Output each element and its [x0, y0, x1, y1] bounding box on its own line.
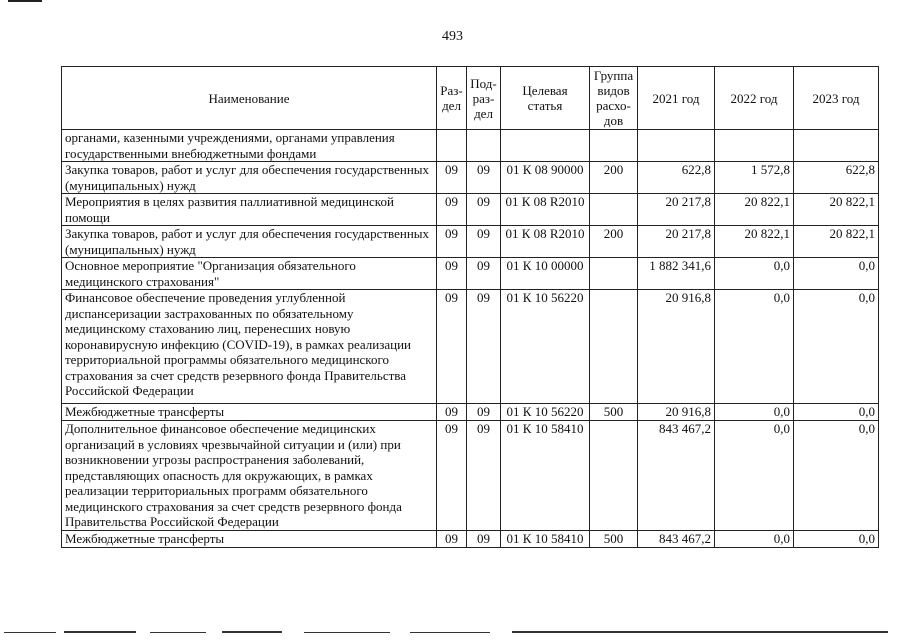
cell-2023: 0,0: [794, 530, 879, 547]
table-row: [62, 130, 879, 162]
cell-name: Дополнительное финансовое обеспечение медицинских организаций в условиях чрезвычайной ситуации и (или) при возникновении угрозы распространения заболеваний, представляющих опасность для окружающих, в рамках реализации территориальных программ обязательного медицинского страхования за счет средств резервного фонда Правительства Российской Федерации: [62, 421, 437, 531]
cell-2021: 843 467,2: [638, 421, 715, 531]
cell-tselevaya-statya: 01 К 10 58410: [501, 421, 590, 531]
cell-razdel: 09: [437, 226, 467, 258]
cell-razdel: 09: [437, 530, 467, 547]
cell-tselevaya-statya: [501, 130, 590, 162]
cell-2023: 0,0: [794, 404, 879, 421]
cell-podrazdel: [467, 130, 501, 162]
cell-gruppa: [590, 130, 638, 162]
cell-tselevaya-statya: 01 К 08 R2010: [501, 194, 590, 226]
footer-line: [222, 631, 282, 633]
table-row: [62, 226, 879, 258]
cell-2021: 20 217,8: [638, 226, 715, 258]
cell-2021: 20 217,8: [638, 194, 715, 226]
cell-podrazdel: 09: [467, 226, 501, 258]
cell-2023: 0,0: [794, 290, 879, 404]
table-row: [62, 194, 879, 226]
cell-2022: 0,0: [715, 258, 794, 290]
cell-2023: 20 822,1: [794, 226, 879, 258]
cell-gruppa: [590, 421, 638, 531]
cell-name: Основное мероприятие "Организация обязательного медицинского страхования": [62, 258, 437, 290]
cell-name: Закупка товаров, работ и услуг для обеспечения государственных (муниципальных) нужд: [62, 226, 437, 258]
cell-2021: 20 916,8: [638, 290, 715, 404]
cell-2022: 1 572,8: [715, 162, 794, 194]
cell-razdel: [437, 130, 467, 162]
cell-2021: 622,8: [638, 162, 715, 194]
cell-name: органами, казенными учреждениями, органами управления государственными внебюджетными фондами: [62, 130, 437, 162]
header-name: Наименование: [62, 67, 437, 130]
cell-gruppa: [590, 194, 638, 226]
cell-razdel: 09: [437, 404, 467, 421]
cell-razdel: 09: [437, 258, 467, 290]
cell-gruppa: 200: [590, 162, 638, 194]
footer-line: [410, 632, 490, 633]
cell-2023: [794, 130, 879, 162]
cell-2023: 20 822,1: [794, 194, 879, 226]
cell-name: Закупка товаров, работ и услуг для обеспечения государственных (муниципальных) нужд: [62, 162, 437, 194]
cell-2023: 0,0: [794, 258, 879, 290]
cell-podrazdel: 09: [467, 290, 501, 404]
table-row: [62, 404, 879, 421]
cell-2023: 0,0: [794, 421, 879, 531]
cell-tselevaya-statya: 01 К 08 90000: [501, 162, 590, 194]
table-row: [62, 530, 879, 547]
page-number: 493: [442, 29, 463, 44]
cell-2022: [715, 130, 794, 162]
footer-line: [512, 631, 888, 633]
cell-name: Межбюджетные трансферты: [62, 404, 437, 421]
cell-podrazdel: 09: [467, 258, 501, 290]
cell-2022: 0,0: [715, 404, 794, 421]
cell-gruppa: 500: [590, 404, 638, 421]
cell-name: Финансовое обеспечение проведения углубленной диспансеризации застрахованных по обязательному медицинскому стахованию лиц, перенесших новую коронавирусную инфекцию (COVID-19), в рамках реализации территориальной программы обязательного медицинского страхования за счет средств резервного фонда Правительства Российской Федерации: [62, 290, 437, 404]
cell-gruppa: 500: [590, 530, 638, 547]
cell-2023: 622,8: [794, 162, 879, 194]
header-tselevaya-statya: Целевая статья: [501, 67, 590, 130]
cell-podrazdel: 09: [467, 194, 501, 226]
cell-2022: 0,0: [715, 290, 794, 404]
cell-name: Межбюджетные трансферты: [62, 530, 437, 547]
cell-podrazdel: 09: [467, 530, 501, 547]
cell-name: Мероприятия в целях развития паллиативной медицинской помощи: [62, 194, 437, 226]
table-header-row: [62, 67, 879, 130]
cell-tselevaya-statya: 01 К 10 56220: [501, 290, 590, 404]
cell-podrazdel: 09: [467, 162, 501, 194]
footer-line: [4, 632, 56, 633]
cell-tselevaya-statya: 01 К 10 00000: [501, 258, 590, 290]
table-row: [62, 421, 879, 531]
cell-tselevaya-statya: 01 К 08 R2010: [501, 226, 590, 258]
cell-gruppa: 200: [590, 226, 638, 258]
footer-line: [304, 632, 390, 633]
budget-table: [61, 66, 879, 548]
cell-razdel: 09: [437, 421, 467, 531]
cell-2021: 843 467,2: [638, 530, 715, 547]
cell-2021: [638, 130, 715, 162]
table-row: [62, 290, 879, 404]
cell-gruppa: [590, 258, 638, 290]
cell-razdel: 09: [437, 290, 467, 404]
cell-2022: 0,0: [715, 530, 794, 547]
header-2023: 2023 год: [794, 67, 879, 130]
footer-line: [64, 631, 136, 633]
cell-podrazdel: 09: [467, 404, 501, 421]
cell-2022: 0,0: [715, 421, 794, 531]
cell-podrazdel: 09: [467, 421, 501, 531]
cell-2021: 1 882 341,6: [638, 258, 715, 290]
table-body: [62, 130, 879, 548]
cell-tselevaya-statya: 01 К 10 56220: [501, 404, 590, 421]
table-row: [62, 162, 879, 194]
scan-edge-mark: [8, 0, 42, 2]
table-row: [62, 258, 879, 290]
header-2021: 2021 год: [638, 67, 715, 130]
cell-tselevaya-statya: 01 К 10 58410: [501, 530, 590, 547]
cell-2021: 20 916,8: [638, 404, 715, 421]
header-razdel: Раз- дел: [437, 67, 467, 130]
cell-2022: 20 822,1: [715, 226, 794, 258]
header-podrazdel: Под- раз- дел: [467, 67, 501, 130]
cell-razdel: 09: [437, 162, 467, 194]
footer-line: [150, 632, 206, 633]
header-2022: 2022 год: [715, 67, 794, 130]
cell-razdel: 09: [437, 194, 467, 226]
header-gruppa-vidov-raskhodov: Группа видов расхо- дов: [590, 67, 638, 130]
cell-gruppa: [590, 290, 638, 404]
cell-2022: 20 822,1: [715, 194, 794, 226]
